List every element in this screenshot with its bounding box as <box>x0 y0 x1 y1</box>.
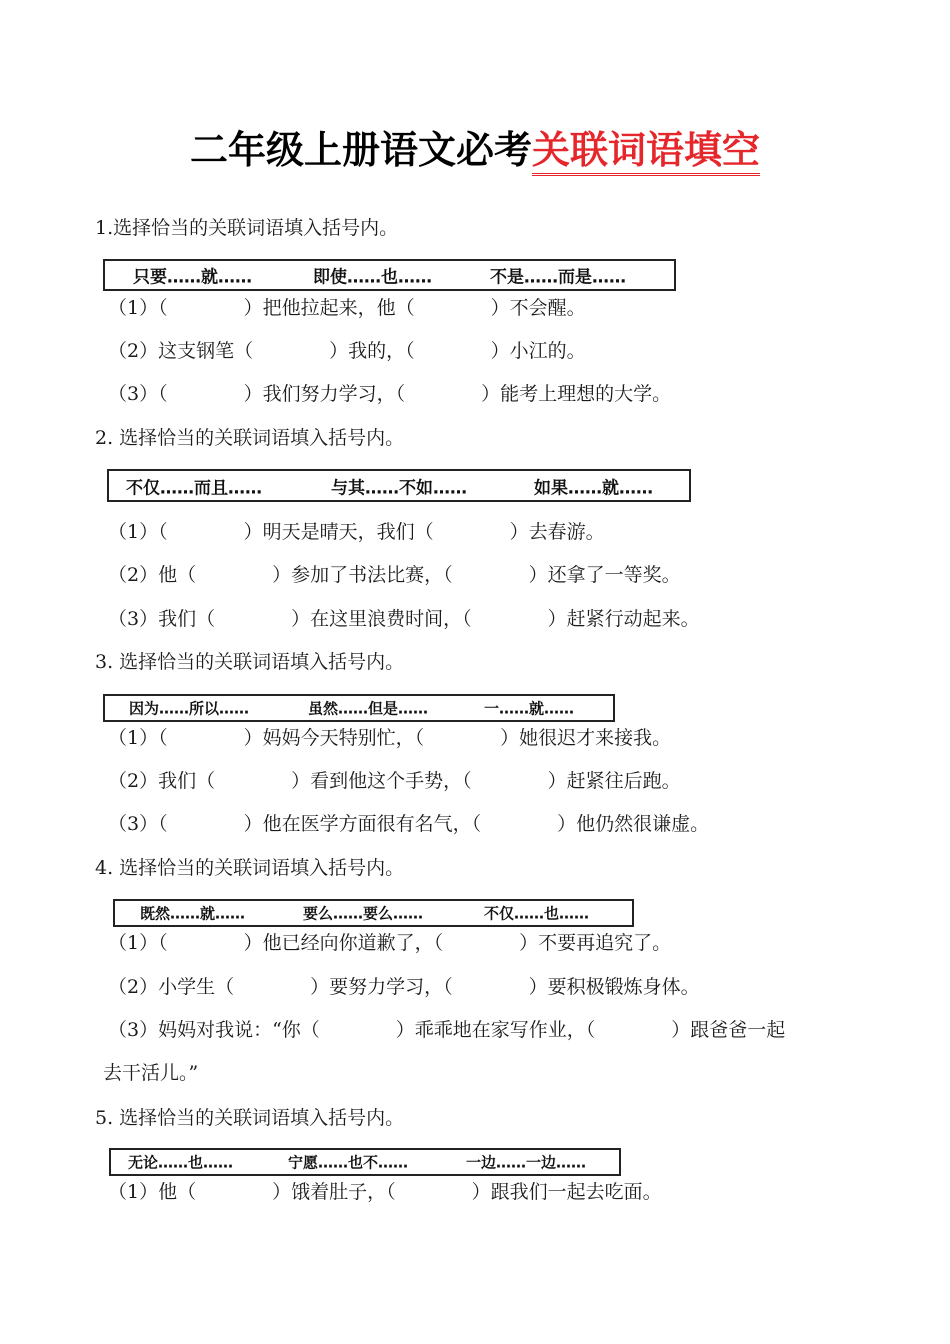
section-2-options-box <box>107 469 691 502</box>
section-4-heading: 4. 选择恰当的关联词语填入括号内。 <box>95 857 405 879</box>
question-item: （3）（ ）他在医学方面很有名气，（ ）他仍然很谦虚。 <box>108 813 710 835</box>
option: 既然……就…… <box>140 904 246 923</box>
option: 只要……就…… <box>133 267 252 288</box>
section-1-options-box <box>103 259 676 291</box>
title-highlight: 关联词语填空 <box>532 128 760 176</box>
option: 要么……要么…… <box>303 904 424 923</box>
section-5-heading: 5. 选择恰当的关联词语填入括号内。 <box>95 1107 405 1129</box>
option: 一边……一边…… <box>466 1153 587 1172</box>
question-item: （1）（ ）他已经向你道歉了，（ ）不要再追究了。 <box>108 932 672 954</box>
question-item: （2）他（ ）参加了书法比赛，（ ）还拿了一等奖。 <box>108 564 681 586</box>
section-1-heading: 1.选择恰当的关联词语填入括号内。 <box>95 217 399 239</box>
question-item: （3）我们（ ）在这里浪费时间，（ ）赶紧行动起来。 <box>108 608 700 630</box>
question-item: （1）（ ）妈妈今天特别忙，（ ）她很迟才来接我。 <box>108 727 672 749</box>
question-item: （1）（ ）把他拉起来，他（ ）不会醒。 <box>108 297 586 319</box>
section-2-heading: 2. 选择恰当的关联词语填入括号内。 <box>95 427 405 449</box>
page-title <box>0 122 950 178</box>
question-item-continued: 去干活儿。” <box>103 1062 199 1084</box>
option: 不仅……也…… <box>484 904 590 923</box>
section-5-options-box <box>109 1148 621 1176</box>
option: 如果……就…… <box>534 478 653 498</box>
question-item: （1）（ ）明天是晴天，我们（ ）去春游。 <box>108 521 605 543</box>
option: 因为……所以…… <box>129 699 250 718</box>
option: 即使……也…… <box>313 267 432 288</box>
option: 虽然……但是…… <box>308 699 429 718</box>
question-item: （3）（ ）我们努力学习，（ ）能考上理想的大学。 <box>108 383 672 405</box>
option: 无论……也…… <box>128 1153 234 1172</box>
question-item: （1）他（ ）饿着肚子，（ ）跟我们一起去吃面。 <box>108 1181 662 1203</box>
option: 与其……不如…… <box>331 478 467 498</box>
question-item: （2）我们（ ）看到他这个手势，（ ）赶紧往后跑。 <box>108 770 681 792</box>
option: 不是……而是…… <box>490 267 626 288</box>
title-black: 二年级上册语文必考 <box>189 128 532 172</box>
question-item: （2）这支钢笔（ ）我的，（ ）小江的。 <box>108 340 586 362</box>
section-3-options-box <box>103 694 615 722</box>
section-4-options-box <box>113 899 634 927</box>
section-3-heading: 3. 选择恰当的关联词语填入括号内。 <box>95 651 405 673</box>
option: 宁愿……也不…… <box>288 1153 409 1172</box>
question-item: （2）小学生（ ）要努力学习，（ ）要积极锻炼身体。 <box>108 976 700 998</box>
option: 一……就…… <box>484 699 575 718</box>
option: 不仅……而且…… <box>126 478 262 498</box>
question-item: （3）妈妈对我说：“你（ ）乖乖地在家写作业，（ ）跟爸爸一起 <box>108 1019 786 1041</box>
